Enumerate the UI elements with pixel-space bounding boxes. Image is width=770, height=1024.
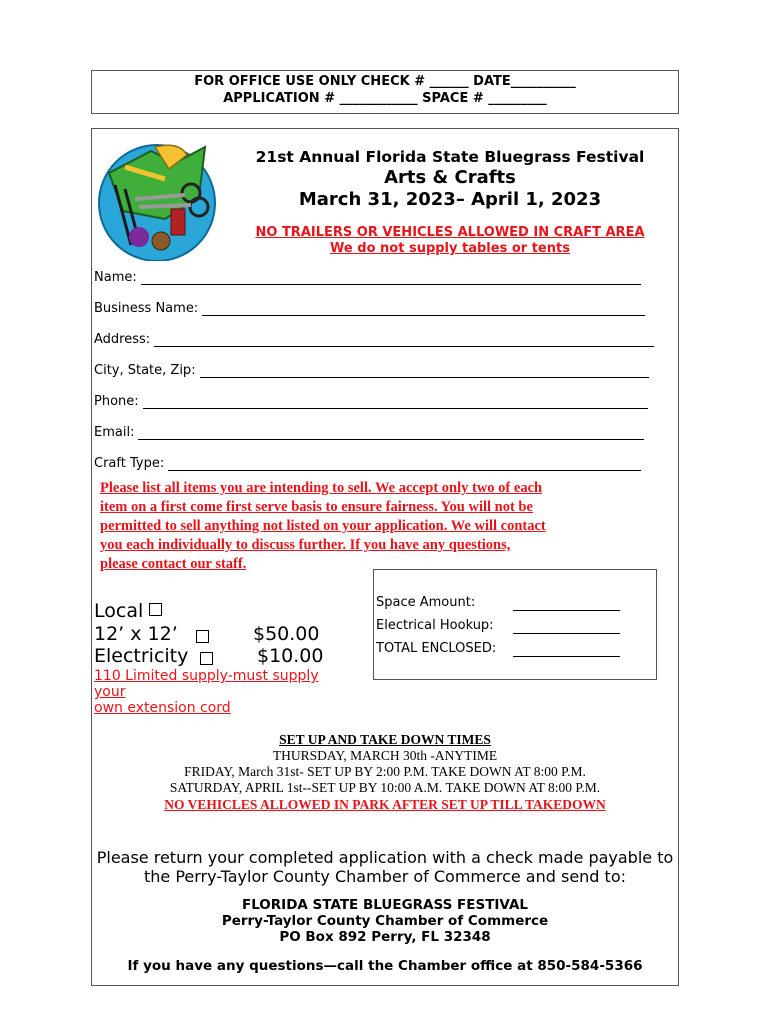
business-name-field[interactable] — [94, 301, 645, 316]
no-vehicles-warning: NO VEHICLES ALLOWED IN PARK AFTER SET UP TILL TAKEDOWN — [164, 797, 606, 812]
total-enclosed-line[interactable] — [513, 655, 620, 657]
arts-crafts-heading: Arts & Crafts — [384, 167, 516, 188]
supply-line: own extension cord — [94, 700, 231, 716]
friday-times: FRIDAY, March 31st- SET UP BY 2:00 P.M. TAKE DOWN AT 8:00 P.M. — [184, 764, 586, 779]
phone-line[interactable] — [143, 395, 648, 409]
item-list-notice — [100, 479, 660, 574]
electrical-hookup-line[interactable] — [513, 632, 620, 634]
notice-line: you each individually to discuss further. If you have any questions, — [100, 537, 511, 553]
space-amount-label: Space Amount: — [376, 595, 476, 610]
festival-name: FLORIDA STATE BLUEGRASS FESTIVAL — [241, 897, 529, 913]
name-label: Name: — [94, 270, 137, 285]
space-size-option — [94, 623, 178, 645]
setup-times-title: SET UP AND TAKE DOWN TIMES — [279, 732, 491, 747]
electricity-option — [94, 645, 188, 667]
address-line[interactable] — [154, 333, 654, 347]
craft-type-field[interactable] — [94, 456, 641, 471]
phone-field[interactable] — [94, 394, 648, 409]
name-line[interactable] — [141, 271, 641, 285]
chamber-name: Perry-Taylor County Chamber of Commerce — [221, 913, 549, 929]
email-label: Email: — [94, 425, 135, 440]
return-instructions-line-2: the Perry-Taylor County Chamber of Commerce and send to: — [143, 867, 626, 886]
total-enclosed-label: TOTAL ENCLOSED: — [376, 641, 497, 656]
business-name-label: Business Name: — [94, 301, 199, 316]
festival-dates: March 31, 2023– April 1, 2023 — [298, 189, 602, 210]
craft-type-label: Craft Type: — [94, 456, 165, 471]
office-line-2: APPLICATION # ____________ SPACE # _________ — [223, 91, 547, 106]
local-checkbox[interactable] — [149, 603, 162, 616]
address-field[interactable] — [94, 332, 654, 347]
return-instructions-line-1: Please return your completed application with a check made payable to — [96, 848, 674, 867]
space-amount-line[interactable] — [513, 609, 620, 611]
space-size-label: 12’ x 12’ — [94, 623, 178, 645]
notice-line: item on a first come first serve basis to ensure fairness. You will not be — [100, 499, 533, 515]
business-name-line[interactable] — [202, 302, 645, 316]
sewing-crafts-clipart-icon — [95, 133, 223, 261]
city-state-zip-label: City, State, Zip: — [94, 363, 196, 378]
electricity-checkbox[interactable] — [200, 652, 213, 665]
electricity-label: Electricity — [94, 645, 189, 667]
office-line-1: FOR OFFICE USE ONLY CHECK # ______ DATE__________ — [194, 74, 576, 89]
phone-label: Phone: — [94, 394, 139, 409]
mailing-address: PO Box 892 Perry, FL 32348 — [279, 929, 491, 945]
email-line[interactable] — [138, 426, 644, 440]
address-label: Address: — [94, 332, 151, 347]
office-use-box — [91, 70, 679, 114]
email-field[interactable] — [94, 425, 644, 440]
notice-line: please contact our staff. — [100, 556, 247, 572]
name-field[interactable] — [94, 270, 641, 285]
local-label: Local — [94, 600, 144, 622]
space-size-price: $50.00 — [253, 623, 320, 645]
saturday-times: SATURDAY, APRIL 1st--SET UP BY 10:00 A.M. TAKE DOWN AT 8:00 P.M. — [169, 780, 601, 795]
craft-type-line[interactable] — [168, 457, 641, 471]
electrical-hookup-label: Electrical Hookup: — [376, 618, 494, 633]
contact-phone: If you have any questions—call the Chamber office at 850-584-5366 — [127, 958, 643, 974]
city-state-zip-field[interactable] — [94, 363, 649, 378]
extension-cord-note — [94, 668, 354, 716]
city-state-zip-line[interactable] — [200, 364, 649, 378]
supply-line: 110 Limited supply-must supply your — [94, 668, 319, 700]
festival-title: 21st Annual Florida State Bluegrass Festival — [255, 148, 645, 166]
notice-line: Please list all items you are intending to sell. We accept only two of each — [100, 480, 543, 496]
no-tables-warning: We do not supply tables or tents — [330, 241, 570, 256]
notice-line: permitted to sell anything not listed on your application. We will contact — [100, 518, 546, 534]
electricity-price: $10.00 — [257, 645, 324, 667]
thursday-times: THURSDAY, MARCH 30th -ANYTIME — [272, 748, 498, 763]
local-option — [94, 600, 162, 622]
no-trailers-warning: NO TRAILERS OR VEHICLES ALLOWED IN CRAFT AREA — [255, 225, 645, 240]
space-size-checkbox[interactable] — [196, 630, 209, 643]
